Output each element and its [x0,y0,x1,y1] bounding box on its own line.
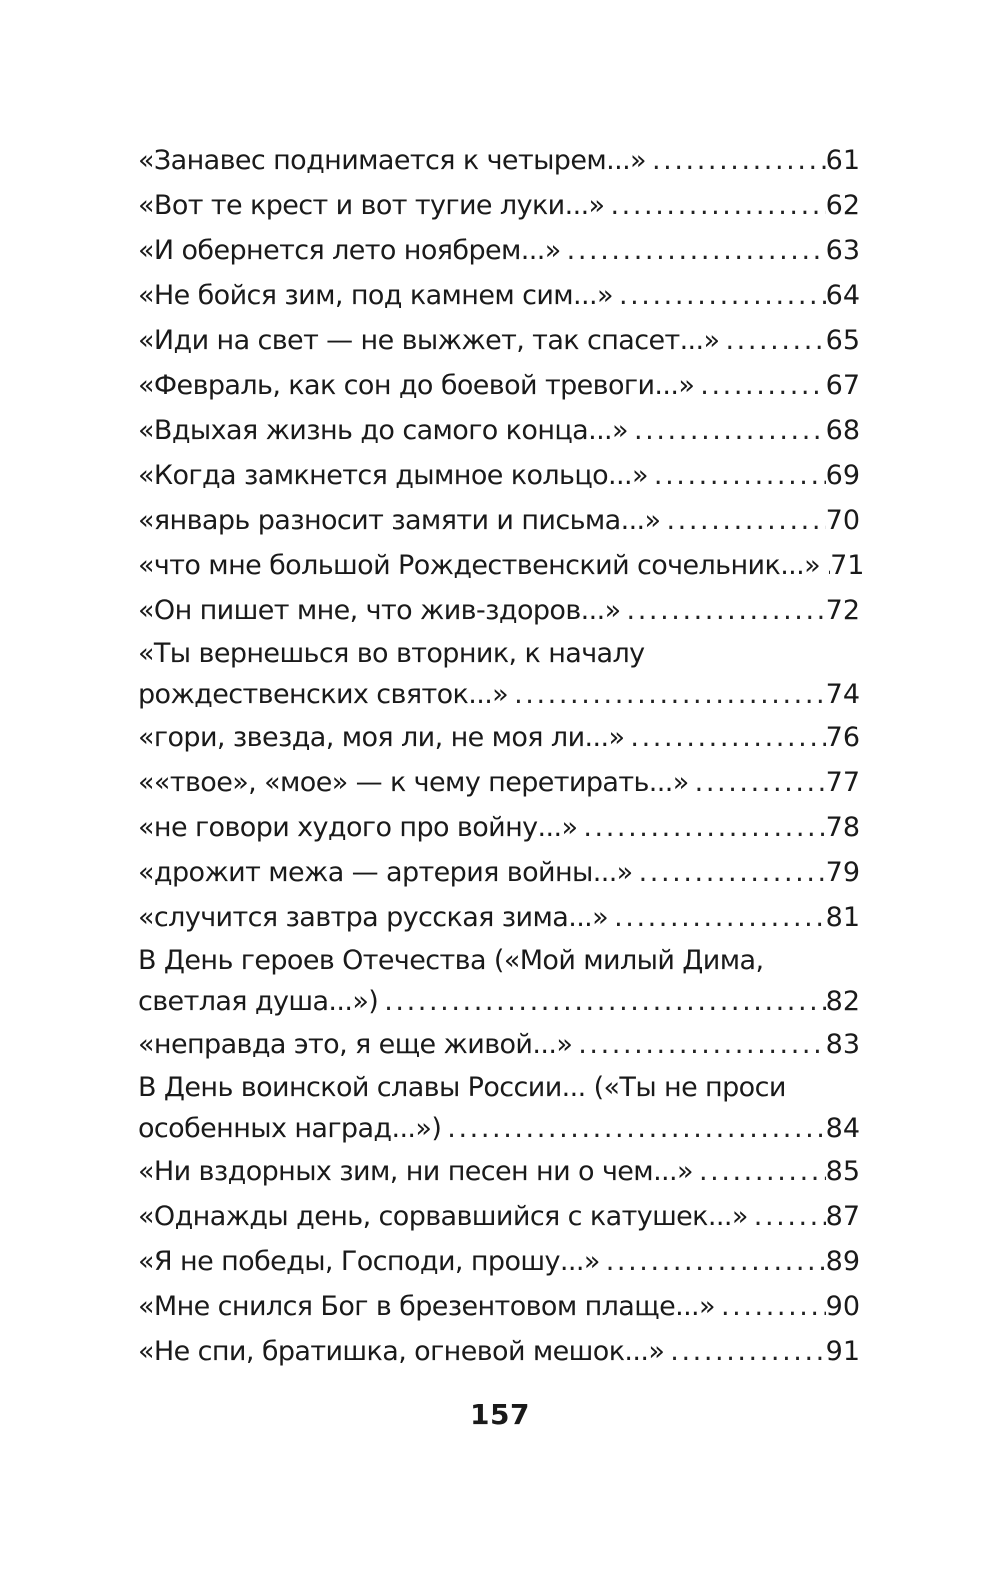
toc-entry-page: 85 [825,1156,860,1187]
toc-entry-title-line1: «Ты вернешься во вторник, к началу [138,638,645,669]
dot-leader [648,453,826,498]
toc-entry-title: «Мне снился Бог в брезентовом плаще...» [138,1291,715,1322]
toc-entry-title: «Он пишет мне, что жив-здоров...» [138,595,621,626]
dot-leader [561,228,826,273]
toc-entry [138,408,860,453]
dot-leader [621,588,826,633]
toc-entry-title: «дрожит межа — артерия войны...» [138,857,633,888]
toc-entry [138,895,860,940]
toc-entry-line [138,183,860,228]
toc-entry-line [138,760,860,805]
toc-entry-line [138,981,860,1022]
toc-entry [138,1329,860,1374]
toc-entry [138,138,860,183]
toc-entry-title: рождественских святок...» [138,679,509,710]
toc-entry [138,633,860,715]
dot-leader [693,1149,826,1194]
toc-entry [138,228,860,273]
toc-entry-title: ««твое», «мое» — к чему перетирать...» [138,767,689,798]
dot-leader [646,138,826,183]
toc-entry-page: 63 [825,235,860,266]
dot-leader [572,1022,825,1067]
toc-entry [138,760,860,805]
toc-entry-page: 61 [825,145,860,176]
toc-entry-line [138,588,860,633]
toc-entry-line [138,228,860,273]
toc-entry-title: «Занавес поднимается к четырем...» [138,145,646,176]
toc-entry-line [138,715,860,760]
toc-entry-line [138,1239,860,1284]
toc-entry-page: 70 [825,505,860,536]
toc-entry-page: 71 [830,550,865,581]
toc-entry [138,1067,860,1149]
toc-entry-title: «гори, звезда, моя ли, не моя ли...» [138,722,625,753]
toc-entry [138,273,860,318]
toc-entry-page: 64 [825,280,860,311]
toc-entry-line [138,138,860,183]
toc-entry-title: особенных наград...») [138,1113,442,1144]
toc-entry-line [138,543,865,588]
toc-entry-title: «Вот те крест и вот тугие луки...» [138,190,605,221]
toc-entry-line [138,363,860,408]
toc-entry-line [138,1108,860,1149]
toc-entry-page: 65 [825,325,860,356]
toc-entry-title: светлая душа...») [138,986,379,1017]
toc-entry [138,183,860,228]
dot-leader [633,850,826,895]
dot-leader [748,1194,826,1239]
toc-entry-page: 74 [825,679,860,710]
toc-entry-page: 81 [825,902,860,933]
toc-entry-line [138,805,860,850]
toc-entry-title: «случится завтра русская зима...» [138,902,609,933]
toc-entry-title: «Не спи, братишка, огневой мешок...» [138,1336,665,1367]
toc-entry-page: 84 [825,1113,860,1144]
dot-leader [577,805,825,850]
toc-entry-line [138,850,860,895]
toc-entry-line [138,318,860,363]
dot-leader [660,498,825,543]
toc-entry-page: 76 [825,722,860,753]
toc-entry-line [138,674,860,715]
toc-entry-page: 90 [825,1291,860,1322]
dot-leader [689,760,826,805]
toc-entry-page: 79 [825,857,860,888]
dot-leader [600,1239,826,1284]
toc-entry-page: 87 [825,1201,860,1232]
dot-leader [613,273,826,318]
toc-entry [138,1239,860,1284]
toc-entry [138,1284,860,1329]
dot-leader [441,1108,825,1149]
toc-entry-page: 82 [825,986,860,1017]
page-number: 157 [470,1398,530,1431]
toc-entry [138,805,860,850]
toc-entry-title-line1: В День воинской славы России... («Ты не проси [138,1072,786,1103]
toc-entry-title: «Когда замкнется дымное кольцо...» [138,460,648,491]
toc-entry-line [138,895,860,940]
toc-entry-page: 67 [825,370,860,401]
dot-leader [628,408,826,453]
toc-entry [138,940,860,1022]
toc-entry [138,715,860,760]
toc-entry [138,1194,860,1239]
toc-entry-line [138,1149,860,1194]
toc-entry-title: «Не бойся зим, под камнем сим...» [138,280,613,311]
dot-leader [715,1284,826,1329]
toc-entry-title: «Февраль, как сон до боевой тревоги...» [138,370,695,401]
toc-entry-title: «январь разносит замяти и письма...» [138,505,661,536]
toc-entry [138,543,865,588]
toc-entry-title: «Ни вздорных зим, ни песен ни о чем...» [138,1156,693,1187]
toc-entry-page: 69 [825,460,860,491]
toc-entry-line [138,1329,860,1374]
dot-leader [608,895,826,940]
toc-entry-title: «что мне большой Рождественский сочельник...» [138,550,821,581]
table-of-contents-page [138,138,865,1374]
dot-leader [820,543,830,588]
toc-entry-page: 77 [825,767,860,798]
toc-entry-line [138,1284,860,1329]
toc-entry-line [138,273,860,318]
toc-entry-page: 91 [825,1336,860,1367]
toc-entry [138,1022,860,1067]
toc-list [138,138,865,1374]
toc-entry-title: «Однажды день, сорвавшийся с катушек...» [138,1201,748,1232]
toc-entry-page: 89 [825,1246,860,1277]
toc-entry-line [138,1194,860,1239]
toc-entry-title: «не говори худого про войну...» [138,812,578,843]
toc-entry-title-line1: В День героев Отечества («Мой милый Дима, [138,945,764,976]
toc-entry-title: «Я не победы, Господи, прошу...» [138,1246,600,1277]
toc-entry [138,318,860,363]
toc-entry [138,363,860,408]
toc-entry-line [138,453,860,498]
toc-entry-line [138,1022,860,1067]
toc-entry-page: 68 [825,415,860,446]
toc-entry [138,850,860,895]
toc-entry [138,1149,860,1194]
dot-leader [508,674,826,715]
toc-entry [138,588,860,633]
toc-entry-page: 83 [825,1029,860,1060]
toc-entry [138,498,860,543]
toc-entry-title: «Иди на свет — не выжжет, так спасет...» [138,325,720,356]
toc-entry-page: 62 [825,190,860,221]
dot-leader [624,715,825,760]
dot-leader [604,183,825,228]
toc-entry [138,453,860,498]
dot-leader [378,981,825,1022]
toc-entry-title: «Вдыхая жизнь до самого конца...» [138,415,628,446]
toc-entry-title: «неправда это, я еще живой...» [138,1029,573,1060]
toc-entry-line [138,408,860,453]
dot-leader [664,1329,825,1374]
dot-leader [719,318,825,363]
toc-entry-page: 72 [825,595,860,626]
toc-entry-page: 78 [825,812,860,843]
toc-entry-title: «И обернется лето ноябрем...» [138,235,561,266]
toc-entry-line [138,498,860,543]
dot-leader [694,363,825,408]
